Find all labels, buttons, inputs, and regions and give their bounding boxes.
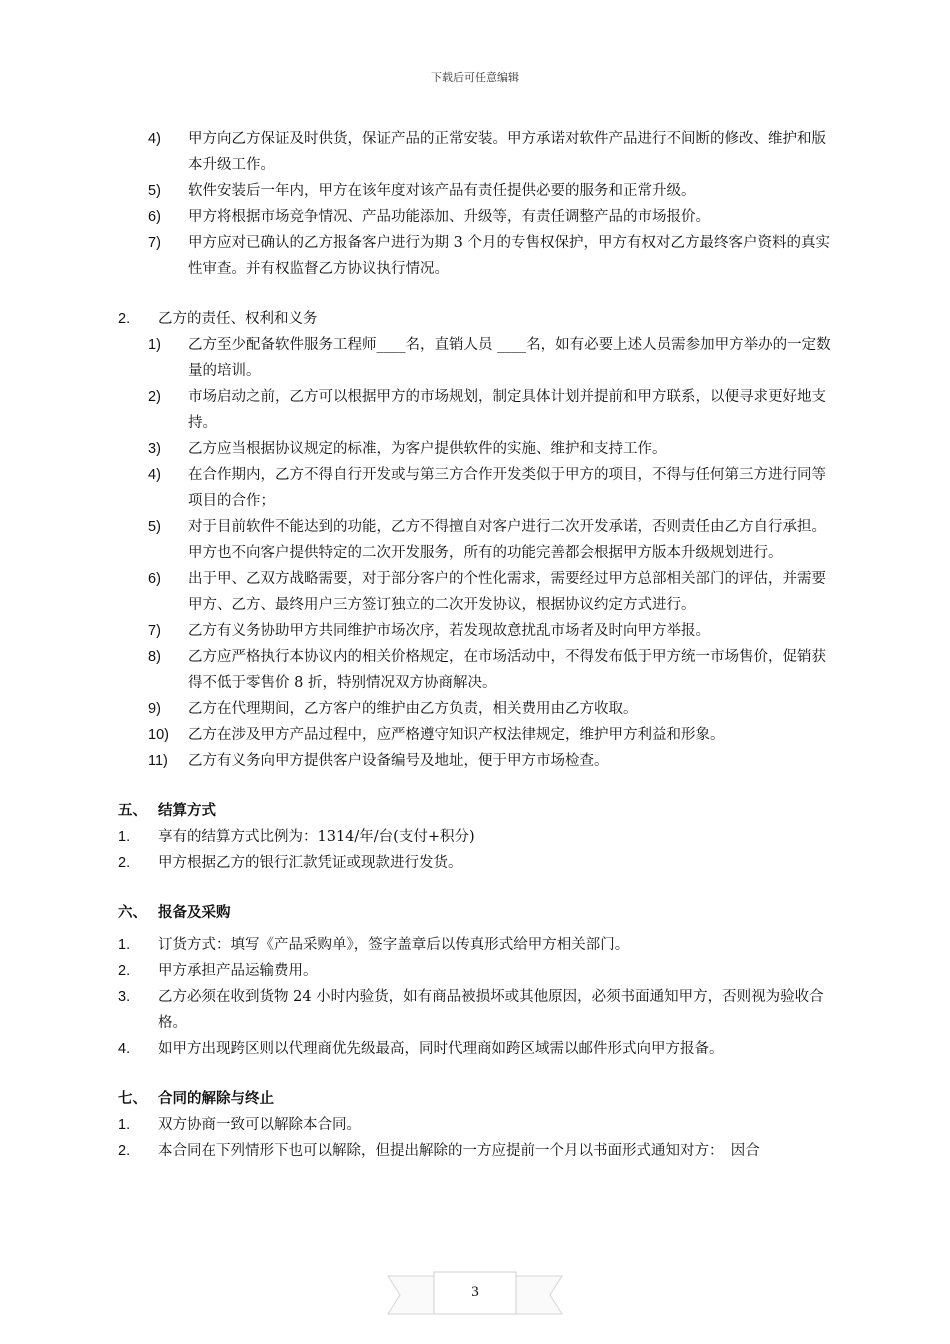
list-item: [0, 722, 950, 748]
item-number: 2.: [118, 1143, 131, 1159]
list-item: [0, 436, 950, 462]
item-text: 双方协商一致可以解除本合同。: [158, 1117, 361, 1133]
page-number: 3: [471, 1284, 479, 1300]
list-item: [0, 696, 950, 722]
section-6-heading: [118, 900, 950, 926]
item-number: 9): [148, 701, 161, 717]
list-item: [0, 824, 950, 850]
item-number: 1.: [118, 1117, 131, 1133]
item-number: 1.: [118, 937, 131, 953]
list-item: [0, 850, 950, 876]
item-number: 2.: [118, 855, 131, 871]
item-text: 本合同在下列情形下也可以解除，但提出解除的一方应提前一个月以书面形式通知对方： 因合: [158, 1143, 760, 1159]
item-number: 1.: [118, 829, 131, 845]
list-item: [0, 384, 950, 436]
item-text: 甲方承担产品运输费用。: [158, 963, 318, 979]
section-title: 结算方式: [158, 803, 216, 819]
item-number: 4.: [118, 1041, 131, 1057]
item-text: 乙方应严格执行本协议内的相关价格规定，在市场活动中，不得发布低于甲方统一市场售价，促销获得不低于零售价 8 折，特别情况双方协商解决。: [188, 649, 826, 691]
item-text: 甲方将根据市场竞争情况、产品功能添加、升级等，有责任调整产品的市场报价。: [188, 209, 710, 225]
item-number: 4): [148, 131, 161, 147]
section-number: 七、: [118, 1091, 147, 1107]
list-item: [0, 566, 950, 618]
list-item: [0, 230, 950, 282]
item-text: 在合作期内，乙方不得自行开发或与第三方合作开发类似于甲方的项目，不得与任何第三方进行同等项目的合作；: [188, 467, 826, 509]
list-item: [0, 332, 950, 384]
item-text: 乙方必须在收到货物 24 小时内验货，如有商品被损坏或其他原因，必须书面通知甲方，否则视为验收合格。: [158, 989, 824, 1031]
section-title: 合同的解除与终止: [158, 1091, 274, 1107]
item-number: 5): [148, 183, 161, 199]
list-item: [0, 932, 950, 958]
item-text: 订货方式：填写《产品采购单》，签字盖章后以传真形式给甲方相关部门。: [158, 937, 630, 953]
section-2-title: [0, 306, 950, 332]
settlement-list: [0, 824, 950, 876]
item-number: 10): [148, 727, 169, 743]
item-text: 甲方根据乙方的银行汇款凭证或现款进行发货。: [158, 855, 463, 871]
item-number: 11): [148, 753, 168, 769]
item-text: 对于目前软件不能达到的功能，乙方不得擅自对客户进行二次开发承诺，否则责任由乙方自行承担。甲方也不向客户提供特定的二次开发服务，所有的功能完善都会根据甲方版本升级规划进行。: [188, 519, 826, 561]
item-text: 乙方有义务向甲方提供客户设备编号及地址，便于甲方市场检查。: [188, 753, 609, 769]
item-number: 4): [148, 467, 161, 483]
item-number: 3.: [118, 989, 131, 1005]
item-number: 6): [148, 571, 161, 587]
list-item: [0, 1036, 950, 1062]
list-item: [0, 748, 950, 774]
section-number: 2.: [118, 311, 131, 327]
list-item: [0, 984, 950, 1036]
item-number: 6): [148, 209, 161, 225]
item-text: 甲方向乙方保证及时供货，保证产品的正常安装。甲方承诺对软件产品进行不间断的修改、维护和版本升级工作。: [188, 131, 826, 173]
item-text: 乙方至少配备软件服务工程师____名，直销人员 ____名，如有必要上述人员需参加甲方举办的一定数量的培训。: [188, 337, 831, 379]
section-number: 六、: [118, 905, 147, 921]
item-number: 1): [148, 337, 161, 353]
item-number: 7): [148, 623, 161, 639]
list-item: [0, 126, 950, 178]
item-text: 如甲方出现跨区则以代理商优先级最高，同时代理商如跨区域需以邮件形式向甲方报备。: [158, 1041, 724, 1057]
party-a-obligations-list: [0, 126, 950, 282]
termination-list: [0, 1112, 950, 1164]
section-5-heading: [118, 798, 950, 824]
item-text: 甲方应对已确认的乙方报备客户进行为期 3 个月的专售权保护，甲方有权对乙方最终客户资料的真实性审查。并有权监督乙方协议执行情况。: [188, 235, 830, 277]
item-number: 8): [148, 649, 161, 665]
list-item: [0, 644, 950, 696]
list-item: [0, 618, 950, 644]
item-text: 乙方在涉及甲方产品过程中，应严格遵守知识产权法律规定，维护甲方利益和形象。: [188, 727, 725, 743]
item-text: 乙方在代理期间，乙方客户的维护由乙方负责，相关费用由乙方收取。: [188, 701, 638, 717]
item-number: 2.: [118, 963, 131, 979]
section-title: 报备及采购: [158, 905, 231, 921]
party-b-obligations-list: [0, 332, 950, 774]
page-footer: [0, 1262, 950, 1322]
document-body: [0, 126, 950, 1164]
header-note: 下载后可任意编辑: [431, 71, 519, 84]
list-item: [0, 514, 950, 566]
list-item: [0, 204, 950, 230]
item-text: 享有的结算方式比例为：1314/年/台(支付+积分): [158, 829, 475, 845]
item-number: 5): [148, 519, 161, 535]
procurement-list: [0, 932, 950, 1062]
item-number: 3): [148, 441, 161, 457]
list-item: [0, 958, 950, 984]
section-number: 五、: [118, 803, 147, 819]
item-text: 乙方应当根据协议规定的标准，为客户提供软件的实施、维护和支持工作。: [188, 441, 667, 457]
item-text: 乙方有义务协助甲方共同维护市场次序，若发现故意扰乱市场者及时向甲方举报。: [188, 623, 710, 639]
list-item: [0, 178, 950, 204]
list-item: [0, 462, 950, 514]
section-title: 乙方的责任、权利和义务: [158, 311, 318, 327]
list-item: [0, 1138, 950, 1164]
item-number: 7): [148, 235, 161, 251]
item-text: 出于甲、乙双方战略需要，对于部分客户的个性化需求，需要经过甲方总部相关部门的评估，并需要甲方、乙方、最终用户三方签订独立的二次开发协议，根据协议约定方式进行。: [188, 571, 826, 613]
section-7-heading: [118, 1086, 950, 1112]
item-number: 2): [148, 389, 161, 405]
item-text: 软件安装后一年内，甲方在该年度对该产品有责任提供必要的服务和正常升级。: [188, 183, 696, 199]
item-text: 市场启动之前，乙方可以根据甲方的市场规划，制定具体计划并提前和甲方联系，以便寻求更好地支持。: [188, 389, 826, 431]
list-item: [0, 1112, 950, 1138]
